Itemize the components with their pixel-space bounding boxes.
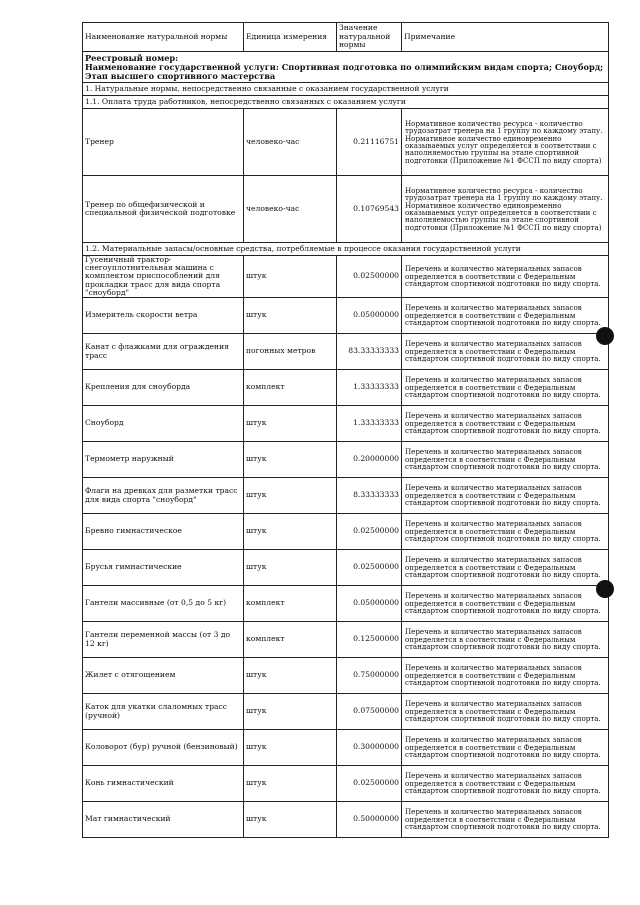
table-row [83,176,609,243]
norm-value: 0.05000000 [337,586,402,622]
table-row [83,442,609,478]
norm-name: Гантели массивные (от 0,5 до 5 кг) [83,586,244,622]
norm-unit: погонных метров [244,334,337,370]
norm-unit: штук [244,442,337,478]
norm-unit: штук [244,730,337,766]
table-row [83,370,609,406]
table-row [83,694,609,730]
norm-name: Тренер по общефизической и специальной физической подготовке [83,176,244,243]
table-row [83,256,609,298]
norm-unit: человеко-час [244,109,337,176]
table-row [83,730,609,766]
norm-name: Термометр наружный [83,442,244,478]
norm-name: Каток для укатки слаломных трасс (ручной) [83,694,244,730]
norm-name: Жилет с отягощением [83,658,244,694]
norm-name: Тренер [83,109,244,176]
norm-unit: комплект [244,622,337,658]
section-row [83,243,609,256]
norm-note: Нормативное количество ресурса - количество трудозатрат тренера на 1 группу по каждому этапу. Нормативное количество единовременно оказываемых услуг определяется в соответствии с наполняемостью группы на этапе спортивной подготовки (Приложение №1 ФССП по виду спорта) [402,109,609,176]
document-page [82,22,608,838]
table-row [83,334,609,370]
table-row [83,109,609,176]
norm-value: 0.02500000 [337,766,402,802]
norm-value: 0.02500000 [337,256,402,298]
norm-unit: штук [244,766,337,802]
norm-note: Перечень и количество материальных запасов определяется в соответствии с Федеральным стандартом спортивной подготовки по виду спорта. [402,550,609,586]
norm-unit: штук [244,514,337,550]
norm-value: 0.10769543 [337,176,402,243]
norm-name: Крепления для сноуборда [83,370,244,406]
norm-note: Перечень и количество материальных запасов определяется в соответствии с Федеральным стандартом спортивной подготовки по виду спорта. [402,334,609,370]
norm-value: 0.02500000 [337,550,402,586]
norm-unit: штук [244,802,337,838]
norm-value: 0.21116751 [337,109,402,176]
table-row [83,766,609,802]
section-1-1-title: 1.1. Оплата труда работников, непосредственно связанных с оказанием услуги [83,96,609,109]
norm-note: Перечень и количество материальных запасов определяется в соответствии с Федеральным стандартом спортивной подготовки по виду спорта. [402,298,609,334]
service-name: Наименование государственной услуги: Спортивная подготовка по олимпийским видам спорта; Сноуборд; Этап высшего спортивного мастерства [85,61,604,81]
norm-note: Нормативное количество ресурса - количество трудозатрат тренера на 1 группу по каждому этапу. Нормативное количество единовременно оказываемых услуг определяется в соответствии с наполняемостью группы на этапе спортивной подготовки (Приложение №1 ФССП по виду спорта) [402,176,609,243]
table-row [83,406,609,442]
table-header-row [83,23,609,52]
norm-note: Перечень и количество материальных запасов определяется в соответствии с Федеральным стандартом спортивной подготовки по виду спорта. [402,622,609,658]
norm-name: Гантели переменной массы (от 3 до 12 кг) [83,622,244,658]
norms-table [82,22,609,838]
norm-name: Бревно гимнастическое [83,514,244,550]
section-row [83,83,609,96]
table-row [83,622,609,658]
header-value: Значение натуральной нормы [337,23,402,52]
norm-note: Перечень и количество материальных запасов определяется в соответствии с Федеральным стандартом спортивной подготовки по виду спорта. [402,442,609,478]
norm-name: Мат гимнастический [83,802,244,838]
norm-name: Коловорот (бур) ручной (бензиновый) [83,730,244,766]
norm-name: Измеритель скорости ветра [83,298,244,334]
registry-cell [83,52,609,83]
norm-unit: комплект [244,370,337,406]
norm-note: Перечень и количество материальных запасов определяется в соответствии с Федеральным стандартом спортивной подготовки по виду спорта. [402,766,609,802]
norm-note: Перечень и количество материальных запасов определяется в соответствии с Федеральным стандартом спортивной подготовки по виду спорта. [402,658,609,694]
norm-value: 0.05000000 [337,298,402,334]
section-row [83,96,609,109]
section-1-title: 1. Натуральные нормы, непосредственно связанные с оказанием государственной услуги [83,83,609,96]
norm-value: 0.02500000 [337,514,402,550]
norm-value: 0.30000000 [337,730,402,766]
norm-note: Перечень и количество материальных запасов определяется в соответствии с Федеральным стандартом спортивной подготовки по виду спорта. [402,694,609,730]
section-1-2-title: 1.2. Материальные запасы/основные средства, потребляемые в процессе оказания государственной услуги [83,243,609,256]
norm-name: Конь гимнастический [83,766,244,802]
norm-name: Канат с флажками для ограждения трасс [83,334,244,370]
norm-name: Сноуборд [83,406,244,442]
norm-value: 0.50000000 [337,802,402,838]
norm-note: Перечень и количество материальных запасов определяется в соответствии с Федеральным стандартом спортивной подготовки по виду спорта. [402,478,609,514]
norm-unit: штук [244,298,337,334]
norm-unit: комплект [244,586,337,622]
norm-value: 0.12500000 [337,622,402,658]
norm-value: 1.33333333 [337,406,402,442]
table-row [83,550,609,586]
norm-unit: человеко-час [244,176,337,243]
registry-row [83,52,609,83]
table-row [83,802,609,838]
norm-name: Гусеничный трактор-снегоуплотнительная машина с комплектом приспособлений для прокладки трасс для вида спорта "сноуборд" [83,256,244,298]
norm-unit: штук [244,550,337,586]
norm-name: Флаги на древках для разметки трасс для вида спорта "сноуборд" [83,478,244,514]
norm-note: Перечень и количество материальных запасов определяется в соответствии с Федеральным стандартом спортивной подготовки по виду спорта. [402,802,609,838]
norm-unit: штук [244,478,337,514]
norm-note: Перечень и количество материальных запасов определяется в соответствии с Федеральным стандартом спортивной подготовки по виду спорта. [402,256,609,298]
norm-value: 83.33333333 [337,334,402,370]
norm-unit: штук [244,658,337,694]
table-row [83,658,609,694]
registry-number: Реестровый номер: [85,52,179,63]
norm-note: Перечень и количество материальных запасов определяется в соответствии с Федеральным стандартом спортивной подготовки по виду спорта. [402,514,609,550]
header-name: Наименование натуральной нормы [83,23,244,52]
table-row [83,514,609,550]
norm-value: 1.33333333 [337,370,402,406]
norm-unit: штук [244,256,337,298]
norm-value: 8.33333333 [337,478,402,514]
table-row [83,298,609,334]
norm-value: 0.75000000 [337,658,402,694]
punch-hole-mark [596,580,614,598]
norm-note: Перечень и количество материальных запасов определяется в соответствии с Федеральным стандартом спортивной подготовки по виду спорта. [402,406,609,442]
norm-unit: штук [244,694,337,730]
header-note: Примечание [402,23,609,52]
punch-hole-mark [596,327,614,345]
norm-note: Перечень и количество материальных запасов определяется в соответствии с Федеральным стандартом спортивной подготовки по виду спорта. [402,730,609,766]
norm-value: 0.07500000 [337,694,402,730]
table-row [83,478,609,514]
norm-note: Перечень и количество материальных запасов определяется в соответствии с Федеральным стандартом спортивной подготовки по виду спорта. [402,370,609,406]
table-row [83,586,609,622]
norm-note: Перечень и количество материальных запасов определяется в соответствии с Федеральным стандартом спортивной подготовки по виду спорта. [402,586,609,622]
norm-value: 0.20000000 [337,442,402,478]
norm-name: Брусья гимнастические [83,550,244,586]
norm-unit: штук [244,406,337,442]
header-unit: Единица измерения [244,23,337,52]
